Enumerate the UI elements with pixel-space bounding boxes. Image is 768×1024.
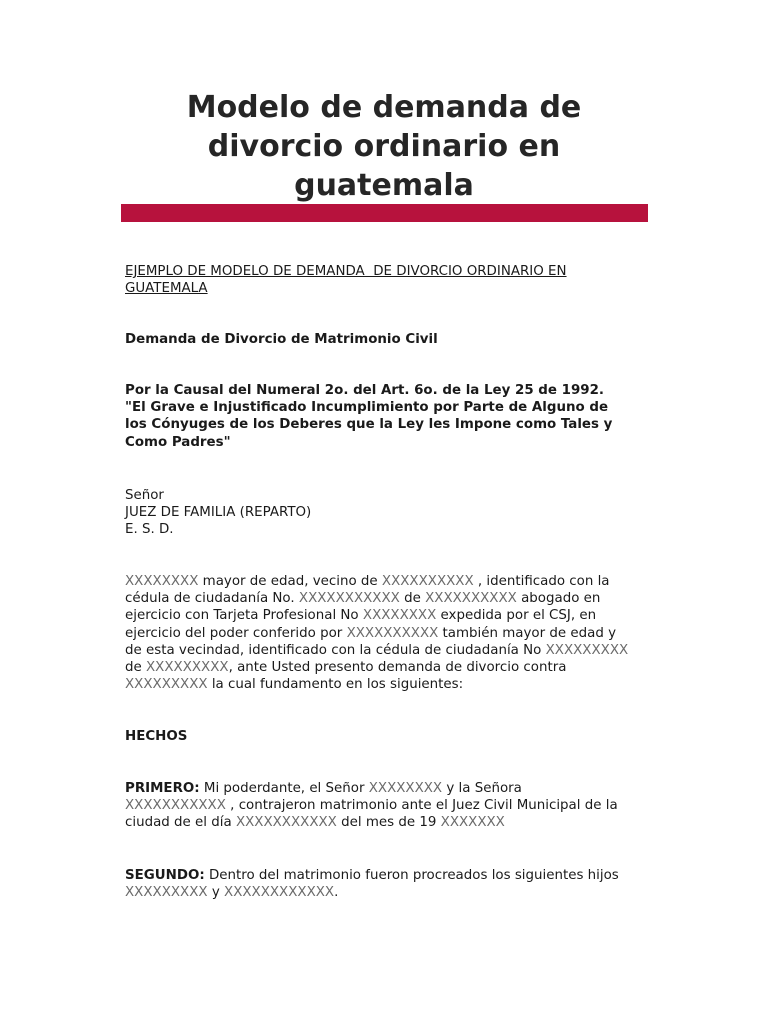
- intro-line: [125, 590, 665, 607]
- intro-text: de: [125, 660, 146, 676]
- document-title-line-3: guatemala: [294, 168, 474, 203]
- primero-line: [125, 780, 665, 797]
- intro-text: de: [399, 591, 426, 607]
- placeholder-text: XXXXXXXXXX: [425, 591, 517, 607]
- placeholder-text: XXXXXXXXXX: [346, 625, 439, 641]
- primero-text: Mi poderdante, el Señor: [199, 781, 369, 796]
- hechos-heading: [125, 728, 665, 745]
- example-heading: [125, 263, 665, 297]
- placeholder-text: XXXXXXX: [440, 815, 505, 831]
- address-line-3: E. S. D.: [125, 522, 174, 538]
- intro-text: , identificado con la: [473, 574, 610, 589]
- placeholder-text: XXXXXXXX: [368, 781, 443, 796]
- placeholder-text: XXXXXXXXX: [125, 677, 208, 693]
- intro-text: expedida por el CSJ, en: [436, 608, 597, 624]
- primero-text: y la Señora: [442, 781, 522, 796]
- primero-text: ciudad de el día: [125, 815, 236, 831]
- causal-line-1: Por la Causal del Numeral 2o. del Art. 6o. de la Ley 25 de 1992.: [125, 383, 604, 398]
- segundo-label: SEGUNDO:: [125, 868, 205, 883]
- intro-text: de esta vecindad, identificado con la cédula de ciudadanía No: [125, 642, 546, 658]
- placeholder-text: XXXXXXXX: [362, 608, 437, 624]
- segundo-line: [125, 884, 665, 901]
- title-accent-rule: [121, 204, 648, 222]
- document-title: [120, 88, 648, 205]
- example-heading-line-1: EJEMPLO DE MODELO DE DEMANDA DE DIVORCIO ORDINARIO EN: [125, 264, 567, 279]
- placeholder-text: XXXXXXXXXXX: [125, 798, 226, 814]
- intro-text: ejercicio del poder conferido por: [125, 625, 347, 641]
- placeholder-text: XXXXXXXX: [125, 574, 199, 589]
- document-title-line-2: divorcio ordinario en: [207, 129, 561, 164]
- intro-text: cédula de ciudadanía No.: [125, 591, 299, 607]
- primero-label: PRIMERO:: [125, 781, 200, 796]
- intro-text: , ante Usted presento demanda de divorcio contra: [228, 660, 567, 676]
- address-block: [125, 487, 665, 539]
- intro-line: [125, 625, 665, 642]
- intro-text: mayor de edad, vecino de: [198, 574, 382, 589]
- causal-line-4: Como Padres": [125, 434, 231, 450]
- intro-paragraph: [125, 573, 665, 693]
- primero-text: , contrajeron matrimonio ante el Juez Civil Municipal de la: [225, 798, 618, 814]
- placeholder-text: XXXXXXXXXXX: [298, 591, 400, 607]
- placeholder-text: XXXXXXXXX: [146, 660, 229, 676]
- demand-subheading: [125, 331, 665, 348]
- address-line-2: JUEZ DE FAMILIA (REPARTO): [125, 505, 312, 521]
- intro-line: [125, 659, 665, 676]
- address-line-1: Señor: [125, 488, 164, 503]
- primero-text: del mes de 19: [336, 815, 441, 831]
- document-title-line-1: Modelo de demanda de: [186, 90, 582, 125]
- intro-text: abogado en: [516, 591, 601, 607]
- intro-text: la cual fundamento en los siguientes:: [207, 677, 464, 693]
- intro-line: [125, 607, 665, 624]
- causal-line-3: los Cónyuges de los Deberes que la Ley les Impone como Tales y: [125, 417, 613, 433]
- placeholder-text: XXXXXXXXXX: [381, 574, 474, 589]
- segundo-text: y: [207, 885, 225, 901]
- example-heading-line-2: GUATEMALA: [125, 281, 208, 297]
- intro-line: [125, 676, 665, 693]
- intro-text: también mayor de edad y: [438, 625, 617, 641]
- hechos-heading-text: HECHOS: [125, 729, 188, 744]
- causal-paragraph: [125, 382, 665, 451]
- primero-paragraph: [125, 780, 665, 832]
- placeholder-text: XXXXXXXXXXXX: [224, 885, 335, 901]
- segundo-line: [125, 867, 665, 884]
- segundo-paragraph: [125, 867, 665, 901]
- segundo-text: .: [334, 885, 339, 901]
- intro-line: [125, 642, 665, 659]
- segundo-text: Dentro del matrimonio fueron procreados los siguientes hijos: [204, 868, 619, 883]
- placeholder-text: XXXXXXXXX: [125, 885, 208, 901]
- causal-line-2: "El Grave e Injustificado Incumplimiento por Parte de Alguno de: [125, 400, 609, 416]
- intro-text: ejercicio con Tarjeta Profesional No: [125, 608, 363, 624]
- primero-line: [125, 797, 665, 814]
- placeholder-text: XXXXXXXXXXX: [235, 815, 337, 831]
- demand-subheading-text: Demanda de Divorcio de Matrimonio Civil: [125, 332, 438, 347]
- placeholder-text: XXXXXXXXX: [545, 642, 629, 658]
- intro-line: [125, 573, 665, 590]
- primero-line: [125, 814, 665, 831]
